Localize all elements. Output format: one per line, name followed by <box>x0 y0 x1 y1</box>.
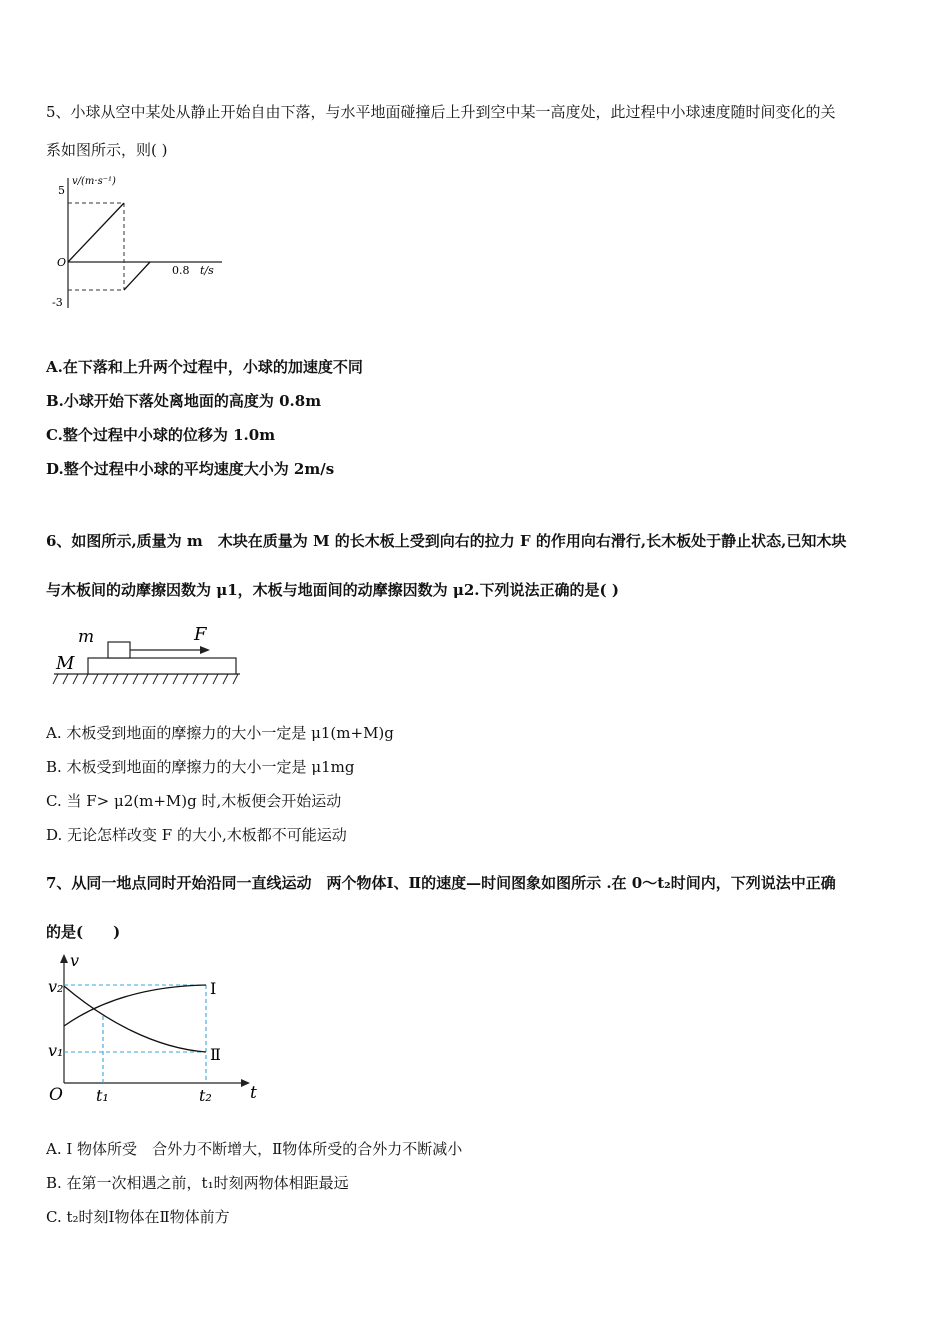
q7-curve-I-label: Ⅰ <box>210 979 217 998</box>
q7-curve-II-label: Ⅱ <box>210 1045 221 1064</box>
q7-curve-II <box>64 986 206 1052</box>
q6-stem-line2: 与木板间的动摩擦因数为 μ1，木板与地面间的动摩擦因数为 μ2.下列说法正确的是( ) <box>46 581 619 599</box>
q6-label-F: F <box>194 624 207 645</box>
q5-y-axis-label: v/(m·s⁻¹) <box>72 176 116 187</box>
q7-vt-graph <box>44 950 274 1110</box>
q7-v1-label: v₁ <box>48 1041 64 1060</box>
q6-board-M <box>88 658 236 674</box>
q6-ground-hatching <box>53 674 238 684</box>
q5-option-a: A.在下落和上升两个过程中，小球的加速度不同 <box>46 358 363 376</box>
q7-stem-line2: 的是( ) <box>46 923 121 941</box>
q5-option-d: D.整个过程中小球的平均速度大小为 2m/s <box>46 460 335 478</box>
q6-option-b: B. 木板受到地面的摩擦力的大小一定是 μ1mg <box>46 758 355 776</box>
q7-y-arrow <box>60 954 68 963</box>
q5-tick-neg3: -3 <box>52 296 63 309</box>
q7-option-c: C. t₂时刻Ⅰ物体在Ⅱ物体前方 <box>46 1208 230 1226</box>
q6-label-m: m <box>78 627 95 647</box>
q6-label-M: M <box>56 653 75 674</box>
q5-origin-label: O <box>57 256 67 269</box>
q5-vt-graph <box>46 168 236 328</box>
q6-block-board-diagram <box>50 618 250 690</box>
q5-fall-line <box>68 203 124 262</box>
q6-force-arrowhead <box>200 646 210 654</box>
q7-option-a: A. Ⅰ 物体所受 合外力不断增大，Ⅱ物体所受的合外力不断减小 <box>46 1140 463 1158</box>
q7-curve-I <box>64 985 206 1026</box>
q6-option-a: A. 木板受到地面的摩擦力的大小一定是 μ1(m+M)g <box>46 724 394 742</box>
q5-stem-line2: 系如图所示，则( ) <box>46 141 168 159</box>
q5-rise-line <box>124 262 150 290</box>
q7-x-axis-label: t <box>250 1083 257 1103</box>
q7-stem-line1: 7、从同一地点同时开始沿同一直线运动 两个物体Ⅰ、Ⅱ的速度—时间图象如图所示 .在 0～t₂时间内，下列说法中正确 <box>46 874 836 892</box>
q5-tick-0.8: 0.8 <box>172 264 190 277</box>
q7-t2-label: t₂ <box>199 1086 212 1105</box>
q6-stem-line1: 6、如图所示,质量为 m 木块在质量为 M 的长木板上受到向右的拉力 F 的作用向右滑行,长木板处于静止状态,已知木块 <box>46 532 847 550</box>
q6-option-c: C. 当 F> μ2(m+M)g 时,木板便会开始运动 <box>46 792 342 810</box>
q6-option-d: D. 无论怎样改变 F 的大小,木板都不可能运动 <box>46 826 347 844</box>
q5-stem-line1: 5、小球从空中某处从静止开始自由下落，与水平地面碰撞后上升到空中某一高度处，此过程中小球速度随时间变化的关 <box>46 103 836 121</box>
q7-origin-label: O <box>49 1085 63 1105</box>
q5-option-b: B.小球开始下落处离地面的高度为 0.8m <box>46 392 322 410</box>
q7-option-b: B. 在第一次相遇之前，t₁时刻两物体相距最远 <box>46 1174 349 1192</box>
q5-tick-5: 5 <box>58 184 65 197</box>
q5-x-axis-label: t/s <box>200 264 214 277</box>
q7-v2-label: v₂ <box>48 977 64 996</box>
q6-block-m <box>108 642 130 658</box>
q7-x-arrow <box>241 1079 250 1087</box>
q5-option-c: C.整个过程中小球的位移为 1.0m <box>46 426 276 444</box>
q7-t1-label: t₁ <box>96 1086 109 1105</box>
q7-y-axis-label: v <box>70 951 80 970</box>
